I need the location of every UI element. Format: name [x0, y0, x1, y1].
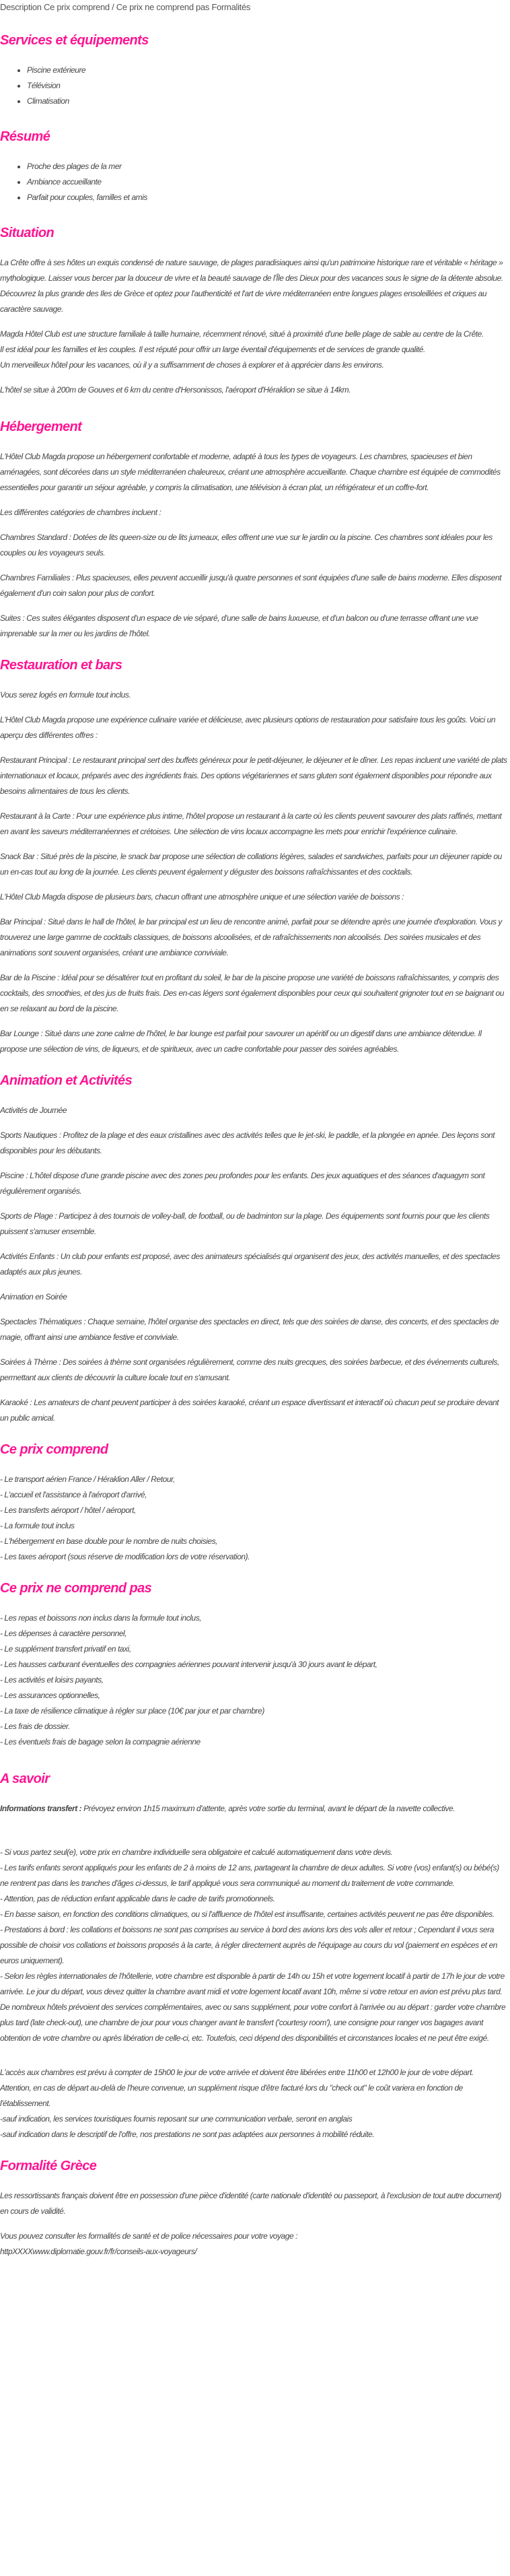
list-item: - Le supplément transfert privatif en taxi, [0, 1644, 131, 1654]
dining-paragraph: Restaurant Principal : Le restaurant principal sert des buffets généreux pour le petit-déjeuner, le déjeuner et le dîner. Les repas incluent une variété de plats internationaux et locaux, préparés avec des ingrédients frais. Des options végétariennes et sans gluten sont également disponibles pour répondre aux besoins alimentaires de tous les clients. [0, 755, 507, 796]
activities-paragraph: Piscine : L'hôtel dispose d'une grande piscine avec des zones peu profondes pour les enfants. Des jeux aquatiques et des séances d'aquagym sont régulièrement organisés. [0, 1171, 485, 1196]
tab-price-includes[interactable]: Ce prix comprend / Ce prix ne comprend pas [44, 2, 210, 12]
dining-heading: Restauration et bars [0, 658, 122, 673]
services-list [0, 63, 509, 109]
list-item: - Les assurances optionnelles, [0, 1691, 100, 1700]
activities-heading: Animation et Activités [0, 1073, 133, 1088]
activities-paragraph: Sports de Plage : Participez à des tournois de volley-ball, de football, ou de badminton sur la plage. Des équipements sont fournis pour que les clients puissent s'amuser ensemble. [0, 1211, 490, 1236]
accommodation-paragraph: Chambres Familiales : Plus spacieuses, elles peuvent accueillir jusqu'à quatre personnes et sont équipées d'une salle de bains moderne. Elles disposent également d'un coin salon pour plus de confort. [0, 573, 502, 598]
list-item: - L'hébergement en base double pour le nombre de nuits choisies, [0, 1536, 218, 1546]
list-item: - Prestations à bord : les collations et boissons ne sont pas comprises au service à bord des avions lors des vols aller et retour ; Cependant il vous sera possible de choisir vos collations et boissons proposés à la carte, à régler directement auprès de l'équipage au cours du vol (paiement en espèces et en euros uniquement). [0, 1925, 498, 1965]
list-item: - Les éventuels frais de bagage selon la compagnie aérienne [0, 1737, 201, 1747]
tab-description[interactable]: Description [0, 2, 42, 12]
list-item: - Les hausses carburant éventuelles des compagnies aériennes pouvant intervenir jusqu'à 30 jours avant le départ, [0, 1660, 377, 1669]
list-item: - Les dépenses à caractère personnel, [0, 1629, 127, 1638]
good-to-know-list [0, 1845, 509, 2046]
list-item: • Télévision [27, 78, 509, 94]
list-item: - Les taxes aéroport (sous réserve de modification lors de votre réservation). [0, 1552, 250, 1561]
list-item: • Ambiance accueillante [27, 174, 509, 190]
spacer [0, 1826, 509, 1845]
summary-list [0, 159, 509, 205]
formalities-paragraph: Les ressortissants français doivent être en possession d'une pièce d'identité (carte nationale d'identité ou passeport, à l'exclusion de tout autre document) en cours de validité. [0, 2191, 501, 2216]
list-item: - Attention, pas de réduction enfant applicable dans le cadre de tarifs promotionnels. [0, 1894, 275, 1903]
list-item: - Selon les règles internationales de l'hôtellerie, votre chambre est disponible à partir de 14h ou 15h et votre logement locatif à partir de 17h le jour de votre arrivée. Le jour du départ, vous devez quitter la chambre avant midi et votre logement locatif avant 10h, même si votre retour en avion est prévu plus tard. De nombreux hôtels prévoient des services complémentaires, avec ou sans supplément, pour votre confort à l'arrivée ou au départ : garder votre chambre plus tard (late check-out), une chambre de jour pour vous changer avant le transfert ('courtesy room'), une consigne pour ranger vos bagages avant obtention de votre chambre ou après libération de celle-ci, etc. Toutefois, ceci dépend des disponibilités et circonstances locales et ne peut être exigé. [0, 1971, 506, 2043]
accommodation-paragraph: L'Hôtel Club Magda propose un hébergement confortable et moderne, adapté à tous les types de voyageurs. Les chambres, spacieuses et bien aménagées, sont décorées dans un style méditerranéen chaleureux, créant une atmosphère accueillante. Chaque chambre est équipée de commodités essentielles pour garantir un séjour agréable, y compris la climatisation, une télévision à écran plat, un réfrigérateur et un coffre-fort. [0, 452, 501, 492]
list-item: -sauf indication, les services touristiques fournis reposant sur une communication verbale, seront en anglais [0, 2114, 353, 2124]
list-item: - Les frais de dossier. [0, 1722, 70, 1731]
list-item: Attention, en cas de départ au-delà de l'heure convenue, un supplément risque d'être facturé lors du "check out" le coût variera en fonction de l'établissement. [0, 2083, 463, 2108]
activities-paragraph: Soirées à Thème : Des soirées à thème sont organisées régulièrement, comme des nuits grecques, des soirées barbecue, et des événements culturels, permettant aux clients de découvrir la culture locale tout en s'amusant. [0, 1357, 499, 1382]
list-item: • Parfait pour couples, familles et amis [27, 190, 509, 205]
list-item: - Les repas et boissons non inclus dans la formule tout inclus, [0, 1613, 202, 1623]
list-item: - Si vous partez seul(e), votre prix en chambre individuelle sera obligatoire et calculé automatiquement dans votre devis. [0, 1848, 393, 1857]
dining-paragraph: L'Hôtel Club Magda dispose de plusieurs bars, chacun offrant une atmosphère unique et une sélection variée de boissons : [0, 892, 404, 902]
price-excludes-heading: Ce prix ne comprend pas [0, 1581, 152, 1596]
list-item: - En basse saison, en fonction des conditions climatiques, ou si l'affluence de l'hôtel est insuffisante, certaines activités peuvent ne pas être disponibles. [0, 1909, 495, 1919]
activities-paragraph: Animation en Soirée [0, 1292, 67, 1301]
list-item: - L'accueil et l'assistance à l'aéroport d'arrivé, [0, 1490, 147, 1499]
price-includes-heading: Ce prix comprend [0, 1442, 108, 1457]
activities-paragraph: Activités Enfants : Un club pour enfants est proposé, avec des animateurs spécialisés qui organisent des jeux, des activités manuelles, et des spectacles adaptés aux plus jeunes. [0, 1252, 500, 1277]
dining-paragraph: Restaurant à la Carte : Pour une expérience plus intime, l'hôtel propose un restaurant à la carte où les clients peuvent savourer des plats raffinés, mettant en avant les saveurs méditerranéennes et crétoises. Une sélection de vins locaux accompagne les mets pour enrichir l'expérience culinaire. [0, 811, 502, 836]
price-includes-list [0, 1472, 509, 1565]
transfer-info: Informations transfert : Prévoyez environ 1h15 maximum d'attente, après votre sortie du terminal, avant le départ de la navette collective. [0, 1804, 456, 1813]
list-item: • Proche des plages de la mer [27, 159, 509, 174]
list-item: L'accès aux chambres est prévu à compter de 15h00 le jour de votre arrivée et doivent être libérées entre 11h00 et 12h00 le jour de votre départ. [0, 2068, 474, 2077]
tab-bar [0, 0, 509, 14]
tab-formalities[interactable]: Formalités [211, 2, 251, 12]
dining-paragraph: Bar de la Piscine : Idéal pour se désaltérer tout en profitant du soleil, le bar de la piscine propose une variété de boissons rafraîchissantes, y compris des cocktails, des smoothies, et des jus de fruits frais. Des en-cas légers sont également disponibles pour ceux qui souhaitent grignoter tout en se baignant ou en se relaxant au bord de la piscine. [0, 973, 504, 1013]
accommodation-heading: Hébergement [0, 419, 82, 434]
activities-paragraph: Activités de Journée [0, 1106, 67, 1115]
list-item: - Le transport aérien France / Héraklion Aller / Retour, [0, 1475, 175, 1484]
list-item: - Les activités et loisirs payants, [0, 1675, 104, 1685]
dining-paragraph: Vous serez logés en formule tout inclus. [0, 690, 131, 700]
activities-paragraph: Spectacles Thématiques : Chaque semaine, l'hôtel organise des spectacles en direct, tels que des soirées de danse, des concerts, et des spectacles de magie, offrant ainsi une ambiance festive et conviviale. [0, 1317, 499, 1342]
list-item: -sauf indication dans le descriptif de l'offre, nos prestations ne sont pas adaptées aux personnes à mobilité réduite. [0, 2130, 375, 2139]
accommodation-paragraph: Chambres Standard : Dotées de lits queen-size ou de lits jumeaux, elles offrent une vue sur le jardin ou la piscine. Ces chambres sont idéales pour les couples ou les voyageurs seuls. [0, 533, 493, 557]
list-item: - La formule tout inclus [0, 1521, 75, 1530]
accommodation-paragraph: Les différentes catégories de chambres incluent : [0, 508, 161, 517]
dining-paragraph: Snack Bar : Situé près de la piscine, le snack bar propose une sélection de collations légères, salades et sandwiches, parfaits pour un déjeuner rapide ou un en-cas tout au long de la journée. Les clients peuvent également y déguster des boissons rafraîchissantes et des cocktails. [0, 852, 502, 877]
dining-paragraph: Bar Principal : Situé dans le hall de l'hôtel, le bar principal est un lieu de rencontre animé, parfait pour se détendre après une journée d'exploration. Vous y trouverez une large gamme de cocktails classiques, de boissons alcoolisées, et de rafraîchissements non alcoolisés. Des soirées musicales et des animations sont souvent organisées, créant une ambiance conviviale. [0, 917, 502, 957]
summary-heading: Résumé [0, 129, 50, 144]
formalities-heading: Formalité Grèce [0, 2159, 97, 2173]
list-item: • Climatisation [27, 94, 509, 109]
list-item: - La taxe de résilience climatique à régler sur place (10€ par jour et par chambre) [0, 1706, 264, 1716]
price-excludes-list [0, 1611, 509, 1750]
list-item: • Piscine extérieure [27, 63, 509, 78]
good-to-know-heading: A savoir [0, 1771, 50, 1786]
services-heading: Services et équipements [0, 33, 149, 48]
room-access-info [0, 2065, 509, 2142]
diplomatie-link[interactable]: httpXXXXwww.diplomatie.gouv.fr/fr/conseils-aux-voyageurs/ [0, 2247, 197, 2256]
activities-paragraph: Sports Nautiques : Profitez de la plage et des eaux cristallines avec des activités telles que le jet-ski, le paddle, et la plongée en apnée. Des leçons sont disponibles pour les débutants. [0, 1130, 495, 1155]
dining-paragraph: Bar Lounge : Situé dans une zone calme de l'hôtel, le bar lounge est parfait pour savourer un apéritif ou un digestif dans une ambiance détendue. Il propose une sélection de vins, de liqueurs, et de spiritueux, avec un cadre confortable pour passer des soirées agréables. [0, 1029, 482, 1054]
situation-paragraph: L'hôtel se situe à 200m de Gouves et 6 km du centre d'Hersonissos, l'aéroport d'Héraklion se situe à 14km. [0, 385, 351, 395]
transfer-info-label: Informations transfert : [0, 1804, 82, 1813]
accommodation-paragraph: Suites : Ces suites élégantes disposent d'un espace de vie séparé, d'une salle de bains luxueuse, et d'un balcon ou d'une terrasse offrant une vue imprenable sur la mer ou les jardins de l'hôtel. [0, 613, 478, 638]
list-item: - Les transferts aéroport / hôtel / aéroport, [0, 1505, 136, 1515]
situation-paragraph: Magda Hôtel Club est une structure familiale à taille humaine, récemment rénové, situé à proximité d'une belle plage de sable au centre de la Crête. Il est idéal pour les familles et les couples. Il est réputé pour offrir un large éventail d'équipements et de services de grande qualité. Un merveilleux hôtel pour les vacances, où il y a suffisamment de choses à explorer et à apprécier dans les environs. [0, 329, 484, 370]
situation-heading: Situation [0, 226, 54, 240]
list-item: - Les tarifs enfants seront appliqués pour les enfants de 2 à moins de 12 ans, partageant la chambre de deux adultes. Si votre (vos) enfant(s) ou bébé(s) ne rentrent pas dans les tranches d'âges ci-dessus, le tarif appliqué vous sera communiqué au moment du traitement de votre commande. [0, 1863, 499, 1888]
activities-paragraph: Karaoké : Les amateurs de chant peuvent participer à des soirées karaoké, créant un espace divertissant et interactif où chacun peut se produire devant un public amical. [0, 1398, 499, 1423]
dining-paragraph: L'Hôtel Club Magda propose une expérience culinaire variée et délicieuse, avec plusieurs options de restauration pour satisfaire tous les goûts. Voici un aperçu des différentes offres : [0, 715, 496, 740]
situation-paragraph: La Crête offre à ses hôtes un exquis condensé de nature sauvage, de plages paradisiaques ainsi qu'un patrimoine historique rare et véritable « héritage » mythologique. Laisser vous bercer par la douceur de vivre et la beauté sauvage de l'Île des Dieux pour des vacances sous le signe de la détente absolue. Découvrez la plus grande des Iles de Grèce et optez pour l'authenticité et l'art de vivre méditerranéen entre longues plages ensoleillées et criques au caractère sauvage. [0, 258, 503, 314]
formalities-paragraph: Vous pouvez consulter les formalités de santé et de police nécessaires pour votre voyage : httpXXXXwww.diplomatie.gouv.fr/fr/conseils-aux-voyageurs/ [0, 2231, 297, 2256]
